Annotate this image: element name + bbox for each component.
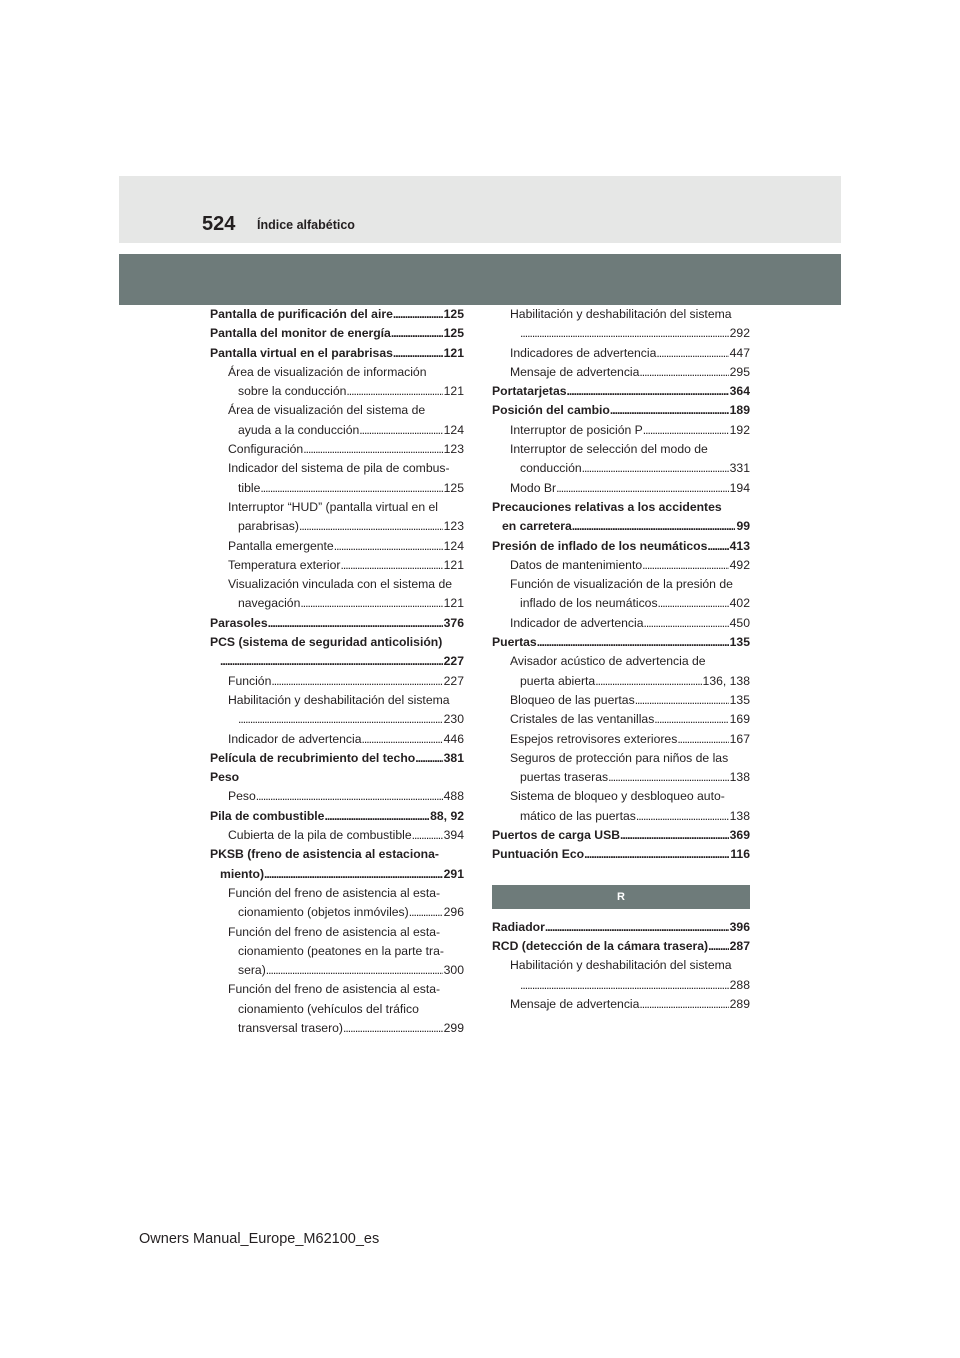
index-entry-text: cionamiento (peatones en la parte tra- [238, 943, 444, 958]
index-entry-text: Seguros de protección para niños de las [510, 750, 729, 765]
index-entry-text: tible [238, 480, 261, 495]
index-page-reference[interactable]: 121 [443, 557, 464, 572]
index-entry-line [228, 787, 464, 806]
dot-leader [391, 324, 443, 343]
index-entry-text: transversal trasero) [238, 1020, 343, 1035]
dot-leader [708, 937, 729, 956]
index-entry-text: cionamiento (objetos inmóviles) [238, 905, 409, 920]
dot-leader [572, 517, 736, 536]
index-entry-text: conducción [520, 461, 582, 476]
index-entry-text: Indicador de advertencia [228, 731, 362, 746]
index-entry-line [228, 691, 464, 710]
index-entry-line [492, 382, 750, 401]
index-entry-text: Pantalla emergente [228, 538, 334, 553]
index-subentry [492, 575, 750, 614]
index-subentry [492, 995, 750, 1014]
index-entry-text: inflado de los neumáticos [520, 596, 658, 611]
index-entry-line [228, 980, 464, 999]
header-dark-band [119, 254, 841, 305]
index-entry [210, 305, 464, 324]
index-entry-text: Función del freno de asistencia al esta- [228, 885, 441, 900]
index-letter-heading: R [492, 885, 750, 909]
index-entry-line [510, 324, 750, 343]
index-subentry [210, 691, 464, 730]
index-subentry [492, 421, 750, 440]
index-entry-line [510, 594, 750, 613]
index-page-reference[interactable]: 447 [729, 345, 750, 360]
index-page-reference[interactable]: 364 [729, 384, 750, 399]
dot-leader [412, 826, 443, 845]
index-entry-line [228, 421, 464, 440]
index-page-reference[interactable]: 287 [729, 938, 750, 953]
index-entry-text: Cristales de las ventanillas [510, 712, 655, 727]
index-subentry [492, 363, 750, 382]
index-entry-text: Pantalla de purificación del aire [210, 307, 393, 321]
dot-leader [220, 652, 443, 671]
index-entry-line [228, 884, 464, 903]
index-entry-line [210, 305, 464, 324]
index-entry [210, 324, 464, 343]
page-number: 524 [202, 213, 236, 235]
index-page-reference[interactable]: 124 [443, 538, 464, 553]
index-entry-line [510, 652, 750, 671]
index-entry-text: Espejos retrovisores exteriores [510, 731, 678, 746]
index-entry-text: Posición del cambio [492, 403, 610, 418]
index-entry-text: RCD (detección de la cámara trasera) [492, 938, 709, 953]
index-entry [210, 807, 464, 826]
index-entry-line [510, 956, 750, 975]
index-entry-text: Peso [228, 789, 256, 804]
index-subentry [210, 672, 464, 691]
index-entry-line [228, 479, 464, 498]
index-entry-line [492, 633, 750, 652]
index-entry-text: puerta abierta [520, 673, 596, 688]
index-page-reference[interactable]: 227 [443, 673, 464, 688]
index-entry-line [510, 440, 750, 459]
index-entry-text: Parasoles [210, 615, 268, 630]
index-page-reference[interactable]: 194 [729, 480, 750, 495]
index-entry-text: miento) [220, 866, 265, 881]
dot-leader [520, 324, 729, 343]
index-entry [492, 382, 750, 401]
dot-leader [361, 730, 442, 749]
dot-leader [608, 768, 729, 787]
index-page-reference[interactable]: 125 [443, 326, 464, 341]
index-page-reference[interactable]: 296 [443, 905, 464, 920]
index-subentry [492, 730, 750, 749]
index-entry-text: parabrisas) [238, 519, 299, 534]
index-entry-text: Pantalla del monitor de energía [210, 326, 391, 341]
index-entry [210, 768, 464, 787]
index-entry-text: en carretera [502, 519, 572, 534]
index-page-reference[interactable]: 492 [729, 557, 750, 572]
index-entry-line [228, 710, 464, 729]
index-entry-text: sobre la conducción [238, 384, 347, 399]
dot-leader [299, 517, 443, 536]
index-subentry [210, 459, 464, 498]
index-subentry [210, 826, 464, 845]
dot-leader [595, 672, 701, 691]
index-subentry [492, 652, 750, 691]
index-entry-text: Bloqueo de las puertas [510, 692, 635, 707]
index-entry-line [210, 807, 464, 826]
index-entry-line [510, 363, 750, 382]
index-entry-line [510, 575, 750, 594]
dot-leader [545, 918, 729, 937]
index-entry-line [510, 672, 750, 691]
index-entry-line [510, 787, 750, 806]
index-subentry [210, 363, 464, 402]
dot-leader [256, 787, 443, 806]
index-page-reference[interactable]: 167 [729, 731, 750, 746]
dot-leader [393, 305, 443, 324]
index-entry-line [510, 768, 750, 787]
dot-leader [639, 995, 728, 1014]
dot-leader [324, 807, 429, 826]
index-page-reference[interactable]: 189 [729, 403, 750, 418]
index-page-reference[interactable]: 295 [729, 364, 750, 379]
index-entry-text: Presión de inflado de los neumáticos [492, 538, 708, 553]
index-entry-line [228, 942, 464, 961]
index-entry [492, 498, 750, 537]
dot-leader [639, 363, 728, 382]
index-column-right [492, 305, 750, 1014]
index-entry [492, 937, 750, 956]
index-page-reference[interactable]: 123 [443, 442, 464, 457]
dot-leader [346, 382, 442, 401]
index-page-reference[interactable]: 446 [443, 731, 464, 746]
index-page-reference[interactable]: 116 [730, 847, 750, 862]
dot-leader [656, 344, 728, 363]
index-entry-text: puertas traseras [520, 770, 609, 785]
dot-leader [343, 1019, 443, 1038]
index-page-reference[interactable]: 450 [729, 615, 750, 630]
dot-leader [520, 976, 729, 995]
dot-leader [620, 826, 729, 845]
index-entry-text: sera) [238, 963, 266, 978]
index-page-reference[interactable]: 123 [443, 519, 464, 534]
index-entry-line [228, 961, 464, 980]
index-subentry [210, 537, 464, 556]
index-entry-line [228, 363, 464, 382]
index-page-reference[interactable]: 230 [443, 712, 464, 727]
index-page-reference[interactable]: 381 [443, 750, 464, 765]
index-entry-line [492, 498, 750, 517]
index-entry [210, 749, 464, 768]
dot-leader [636, 807, 729, 826]
dot-leader [260, 479, 442, 498]
index-entry [210, 845, 464, 884]
index-entry-line [228, 382, 464, 401]
index-entry [210, 633, 464, 672]
index-subentry [492, 440, 750, 479]
index-entry-line [510, 614, 750, 633]
index-entry-text: Sistema de bloqueo y desbloqueo auto- [510, 789, 725, 804]
index-entry-line [228, 401, 464, 420]
index-page-reference[interactable]: 88, 92 [430, 808, 464, 823]
index-entry-text: PCS (sistema de seguridad anticolisión) [210, 635, 443, 650]
index-entry-line [210, 652, 464, 671]
index-subentry [210, 923, 464, 981]
index-page-reference[interactable]: 169 [729, 712, 750, 727]
index-entry-text: cionamiento (vehículos del tráfico [238, 1001, 419, 1016]
index-entry-text: navegación [238, 596, 301, 611]
index-page-reference[interactable]: 402 [729, 596, 750, 611]
index-entry [210, 614, 464, 633]
index-page-reference[interactable]: 192 [729, 422, 750, 437]
index-entry-text: Pantalla virtual en el parabrisas [210, 345, 393, 360]
index-entry-line [228, 672, 464, 691]
index-entry-line [510, 807, 750, 826]
index-entry-text: Habilitación y deshabilitación del sistema [228, 692, 450, 707]
index-entry-text: Peso [210, 770, 240, 785]
index-entry-text: Cubierta de la pila de combustible [228, 828, 412, 843]
index-subentry [492, 787, 750, 826]
index-entry-text: Interruptor de posición P [510, 422, 643, 437]
index-page-reference[interactable]: 121 [443, 596, 464, 611]
index-subentry [492, 305, 750, 344]
index-entry-text: Visualización vinculada con el sistema de [228, 577, 453, 592]
index-entry-line [228, 556, 464, 575]
dot-leader [271, 672, 442, 691]
index-entry-line [228, 575, 464, 594]
index-column-left [210, 305, 464, 1038]
index-entry-text: Puertas [492, 635, 537, 650]
index-entry-line [210, 614, 464, 633]
index-subentry [492, 556, 750, 575]
index-page-reference[interactable]: 369 [729, 828, 750, 843]
index-subentry [210, 440, 464, 459]
index-entry-line [510, 421, 750, 440]
index-page-reference[interactable]: 299 [443, 1020, 464, 1035]
index-page-reference[interactable]: 135 [729, 692, 750, 707]
index-entry [492, 826, 750, 845]
index-page-reference[interactable]: 376 [443, 615, 464, 630]
dot-leader [677, 730, 728, 749]
dot-leader [340, 556, 442, 575]
index-entry-line [210, 633, 464, 652]
index-entry-line [510, 556, 750, 575]
index-entry-text: Función del freno de asistencia al esta- [228, 924, 441, 939]
index-entry-line [510, 479, 750, 498]
index-entry-text: Área de visualización del sistema de [228, 403, 426, 418]
index-entry-text: ayuda a la conducción [238, 422, 360, 437]
index-page-reference[interactable]: 138 [729, 770, 750, 785]
index-entry-text: Mensaje de advertencia [510, 996, 640, 1011]
index-page-reference[interactable]: 488 [443, 789, 464, 804]
dot-leader [238, 710, 443, 729]
index-page-reference[interactable]: 135 [729, 635, 750, 650]
index-page-reference[interactable]: 138 [729, 808, 750, 823]
dot-leader [567, 382, 729, 401]
index-entry-line [228, 517, 464, 536]
index-page-reference[interactable]: 331 [729, 461, 750, 476]
index-entry-text: Indicadores de advertencia [510, 345, 657, 360]
index-entry-text: mático de las puertas [520, 808, 636, 823]
index-entry-text: Modo Br [510, 480, 557, 495]
dot-leader [393, 344, 443, 363]
index-page-reference[interactable]: 136, 138 [702, 673, 750, 688]
dot-leader [642, 556, 729, 575]
dot-leader [264, 865, 443, 884]
index-entry-line [228, 903, 464, 922]
index-entry-text: Indicador de advertencia [510, 615, 644, 630]
dot-leader [643, 421, 729, 440]
index-entry-line [210, 865, 464, 884]
index-entry-line [510, 749, 750, 768]
index-entry-line [228, 1000, 464, 1019]
index-entry-text: PKSB (freno de asistencia al estaciona- [210, 847, 439, 862]
index-entry-text: Película de recubrimiento del techo [210, 750, 416, 765]
dot-leader [300, 594, 442, 613]
index-entry-text: Pila de combustible [210, 808, 325, 823]
index-subentry [492, 614, 750, 633]
dot-leader [268, 614, 443, 633]
index-entry-line [510, 976, 750, 995]
index-subentry [210, 730, 464, 749]
index-subentry [492, 344, 750, 363]
dot-leader [635, 691, 729, 710]
dot-leader [654, 710, 728, 729]
index-entry-line [510, 305, 750, 324]
dot-leader [610, 401, 729, 420]
index-entry-text: Datos de mantenimiento [510, 557, 643, 572]
index-page-reference[interactable]: 288 [729, 977, 750, 992]
index-entry-line [492, 401, 750, 420]
index-entry-line [210, 768, 464, 787]
index-entry-text: Puntuación Eco [492, 847, 585, 862]
index-entry-text: Radiador [492, 919, 545, 934]
index-subentry [492, 479, 750, 498]
index-subentry [492, 956, 750, 995]
index-subentry [210, 556, 464, 575]
index-entry [492, 918, 750, 937]
index-entry [492, 633, 750, 652]
index-entry-line [510, 344, 750, 363]
index-page-reference[interactable]: 396 [729, 919, 750, 934]
index-entry-line [492, 826, 750, 845]
index-subentry [210, 575, 464, 614]
index-entry-line [210, 324, 464, 343]
index-page-reference[interactable]: 289 [729, 996, 750, 1011]
index-subentry [210, 980, 464, 1038]
index-entry-line [228, 826, 464, 845]
dot-leader [415, 749, 442, 768]
index-subentry [210, 884, 464, 923]
index-entry-text: Temperatura exterior [228, 557, 341, 572]
index-page-reference[interactable]: 300 [443, 963, 464, 978]
index-entry-text: Interruptor “HUD” (pantalla virtual en el [228, 499, 438, 514]
index-entry-line [228, 440, 464, 459]
index-page-reference[interactable]: 125 [443, 480, 464, 495]
dot-leader [584, 845, 729, 864]
dot-leader [537, 633, 729, 652]
dot-leader [266, 961, 443, 980]
index-entry-line [228, 730, 464, 749]
index-page-reference[interactable]: 124 [443, 422, 464, 437]
index-page-reference[interactable]: 292 [729, 326, 750, 341]
index-entry-line [210, 845, 464, 864]
index-page-reference[interactable]: 413 [729, 538, 750, 553]
dot-leader [409, 903, 443, 922]
index-entry-line [210, 749, 464, 768]
index-page-reference[interactable]: 99 [736, 519, 750, 534]
index-entry-line [492, 937, 750, 956]
index-subentry [492, 749, 750, 788]
index-entry-line [228, 537, 464, 556]
dot-leader [582, 459, 729, 478]
index-page-reference[interactable]: 121 [443, 345, 464, 360]
index-entry-text: Área de visualización de información [228, 364, 427, 379]
index-entry [210, 344, 464, 363]
index-entry-text: Puertos de carga USB [492, 828, 621, 843]
index-entry-text: Interruptor de selección del modo de [510, 442, 708, 457]
index-entry-line [510, 730, 750, 749]
index-entry-text: Mensaje de advertencia [510, 364, 640, 379]
index-entry-line [510, 691, 750, 710]
index-entry-text: Configuración [228, 442, 304, 457]
index-entry-text: Función del freno de asistencia al esta- [228, 982, 441, 997]
index-entry-line [228, 498, 464, 517]
dot-leader [556, 479, 729, 498]
index-subentry [210, 401, 464, 440]
index-entry-line [228, 459, 464, 478]
footer-document-id: Owners Manual_Europe_M62100_es [139, 1231, 380, 1247]
index-entry-text: Habilitación y deshabilitación del sistema [510, 958, 732, 973]
index-entry-line [228, 594, 464, 613]
dot-leader [658, 594, 729, 613]
dot-leader [643, 614, 728, 633]
index-entry-line [210, 344, 464, 363]
index-subentry [492, 691, 750, 710]
index-page-reference[interactable]: 394 [443, 828, 464, 843]
index-subentry [492, 710, 750, 729]
index-entry-text: Precauciones relativas a los accidentes [492, 499, 722, 514]
index-subentry [210, 787, 464, 806]
dot-leader [334, 537, 443, 556]
index-subentry [210, 498, 464, 537]
index-entry [492, 401, 750, 420]
index-entry-line [510, 710, 750, 729]
index-page-reference[interactable]: 121 [443, 384, 464, 399]
index-entry-line [510, 995, 750, 1014]
index-entry-text: Avisador acústico de advertencia de [510, 654, 706, 669]
index-entry-text: Habilitación y deshabilitación del sistema [510, 307, 732, 321]
dot-leader [707, 537, 728, 556]
dot-leader [303, 440, 442, 459]
index-entry-line [492, 517, 750, 536]
index-entry-text: Portatarjetas [492, 384, 567, 399]
index-entry [492, 845, 750, 864]
index-page-reference[interactable]: 291 [443, 866, 464, 881]
dot-leader [359, 421, 442, 440]
index-entry-text: Función de visualización de la presión de [510, 577, 733, 592]
index-page-reference[interactable]: 227 [443, 654, 464, 669]
index-entry-line [228, 1019, 464, 1038]
section-title: Índice alfabético [257, 218, 355, 232]
index-entry [492, 537, 750, 556]
index-entry-line [492, 845, 750, 864]
index-entry-line [492, 918, 750, 937]
index-entry-text: Función [228, 673, 272, 688]
index-entry-line [510, 459, 750, 478]
index-entry-text: Indicador del sistema de pila de combus- [228, 461, 450, 476]
index-entry-line [492, 537, 750, 556]
index-entry-line [228, 923, 464, 942]
index-page-reference[interactable]: 125 [443, 307, 464, 321]
